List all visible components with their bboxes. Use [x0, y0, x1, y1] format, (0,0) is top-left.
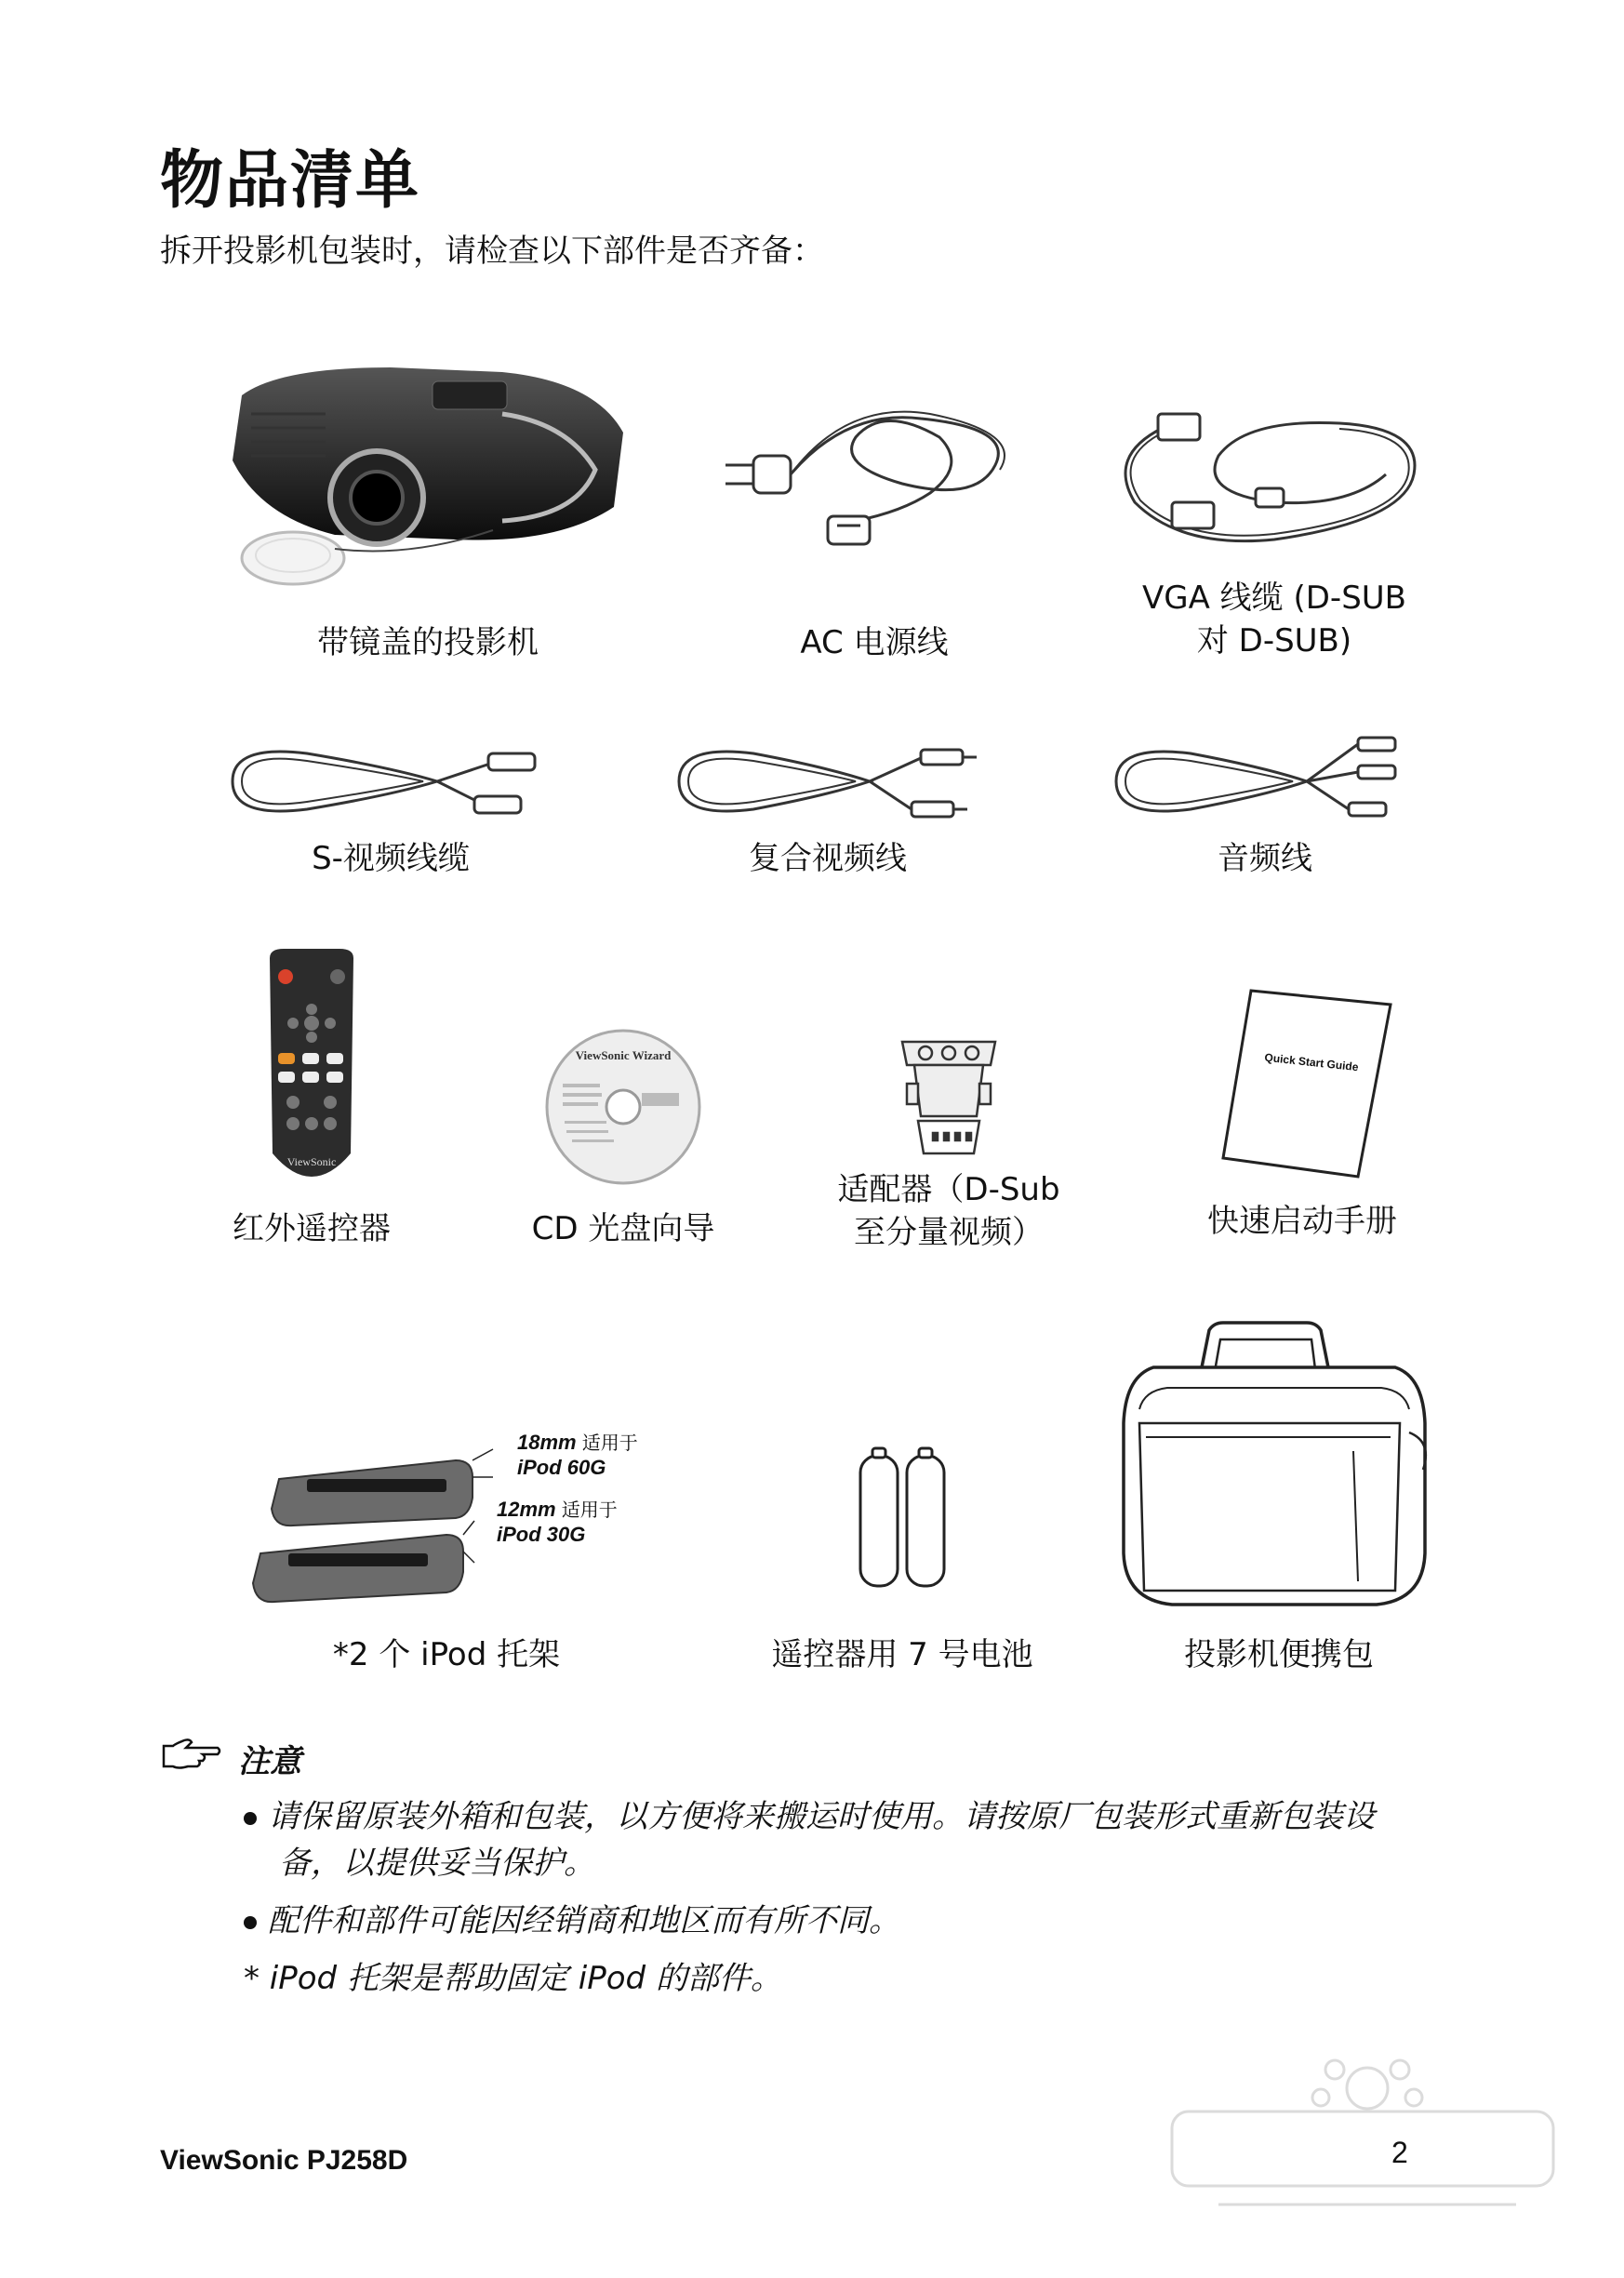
dock-30g-size: 12mm — [497, 1498, 556, 1521]
caption-ipod-dock: *2 个 iPod 托架 — [332, 1636, 561, 1673]
caption-composite: 复合视频线 — [749, 840, 907, 877]
note-bullet-1-line1: 请保留原装外箱和包装，以方便将来搬运时使用。请按原厂包装形式重新包装设 — [268, 1798, 1375, 1835]
page-number: 2 — [1391, 2136, 1408, 2169]
pointing-hand-icon — [160, 1738, 221, 1778]
carry-bag-icon — [1116, 1321, 1432, 1619]
battery-icon — [856, 1446, 949, 1591]
svideo-cable-icon — [223, 735, 558, 828]
manual-cover-text: Quick Start Guide — [1263, 1050, 1360, 1074]
composite-cable-icon — [670, 735, 986, 828]
dock-label-60g — [517, 1431, 638, 1480]
bullet-dot — [244, 1916, 257, 1929]
caption-adapter-line2: 至分量视频） — [854, 1214, 1044, 1251]
caption-adapter — [819, 1168, 1079, 1254]
caption-carry-bag: 投影机便携包 — [1184, 1636, 1374, 1673]
note-bullet-1-cont: 备，以提供妥当保护。 — [279, 1845, 595, 1882]
caption-battery: 遥控器用 7 号电池 — [771, 1636, 1033, 1673]
caption-adapter-line1: 适配器（D-Sub — [837, 1171, 1060, 1208]
note-heading-text: 注意 — [238, 1743, 301, 1780]
remote-brand: ViewSonic — [286, 1155, 337, 1168]
caption-manual: 快速启动手册 — [1207, 1203, 1397, 1240]
caption-vga-line2: 对 D-SUB) — [1196, 622, 1352, 659]
caption-cd: CD 光盘向导 — [531, 1210, 715, 1247]
projector-icon — [223, 358, 632, 600]
bullet-dot — [244, 1812, 257, 1825]
baidu-watermark — [1163, 2046, 1563, 2232]
caption-projector: 带镜盖的投影机 — [317, 624, 539, 661]
dock-60g-suffix: 适用于 — [581, 1433, 638, 1454]
caption-remote: 红外遥控器 — [233, 1210, 391, 1247]
note-heading — [160, 1736, 301, 1781]
adapter-icon — [898, 1032, 1000, 1163]
caption-svideo: S-视频线缆 — [312, 840, 470, 877]
caption-vga-line1: VGA 线缆 (D-SUB — [1142, 579, 1406, 617]
footer-model: ViewSonic PJ258D — [160, 2145, 408, 2176]
page-title: 物品清单 — [160, 144, 421, 218]
caption-vga-cable — [1098, 577, 1451, 662]
cd-icon — [544, 1028, 702, 1186]
intro-text: 拆开投影机包装时，请检查以下部件是否齐备： — [160, 233, 824, 270]
note-bullet-2 — [244, 1898, 900, 1944]
cd-title: ViewSonic Wizard — [575, 1048, 672, 1062]
dock-60g-size: 18mm — [517, 1431, 577, 1454]
caption-audio: 音频线 — [1218, 840, 1312, 877]
power-cord-icon — [716, 400, 1023, 558]
vga-cable-icon — [1107, 400, 1432, 558]
remote-control-icon — [265, 949, 358, 1191]
note-bullet-2-text: 配件和部件可能因经销商和地区而有所不同。 — [268, 1902, 900, 1939]
dock-30g-suffix: 适用于 — [561, 1500, 618, 1521]
note-footnote: * iPod 托架是帮助固定 iPod 的部件。 — [244, 1960, 782, 1997]
manual-icon — [1218, 986, 1395, 1181]
dock-60g-model: iPod 60G — [517, 1456, 606, 1479]
audio-cable-icon — [1107, 730, 1423, 828]
dock-30g-model: iPod 30G — [497, 1523, 586, 1546]
note-bullet-1 — [244, 1793, 1375, 1840]
dock-label-30g — [497, 1498, 618, 1547]
caption-power-cord: AC 电源线 — [800, 624, 949, 661]
